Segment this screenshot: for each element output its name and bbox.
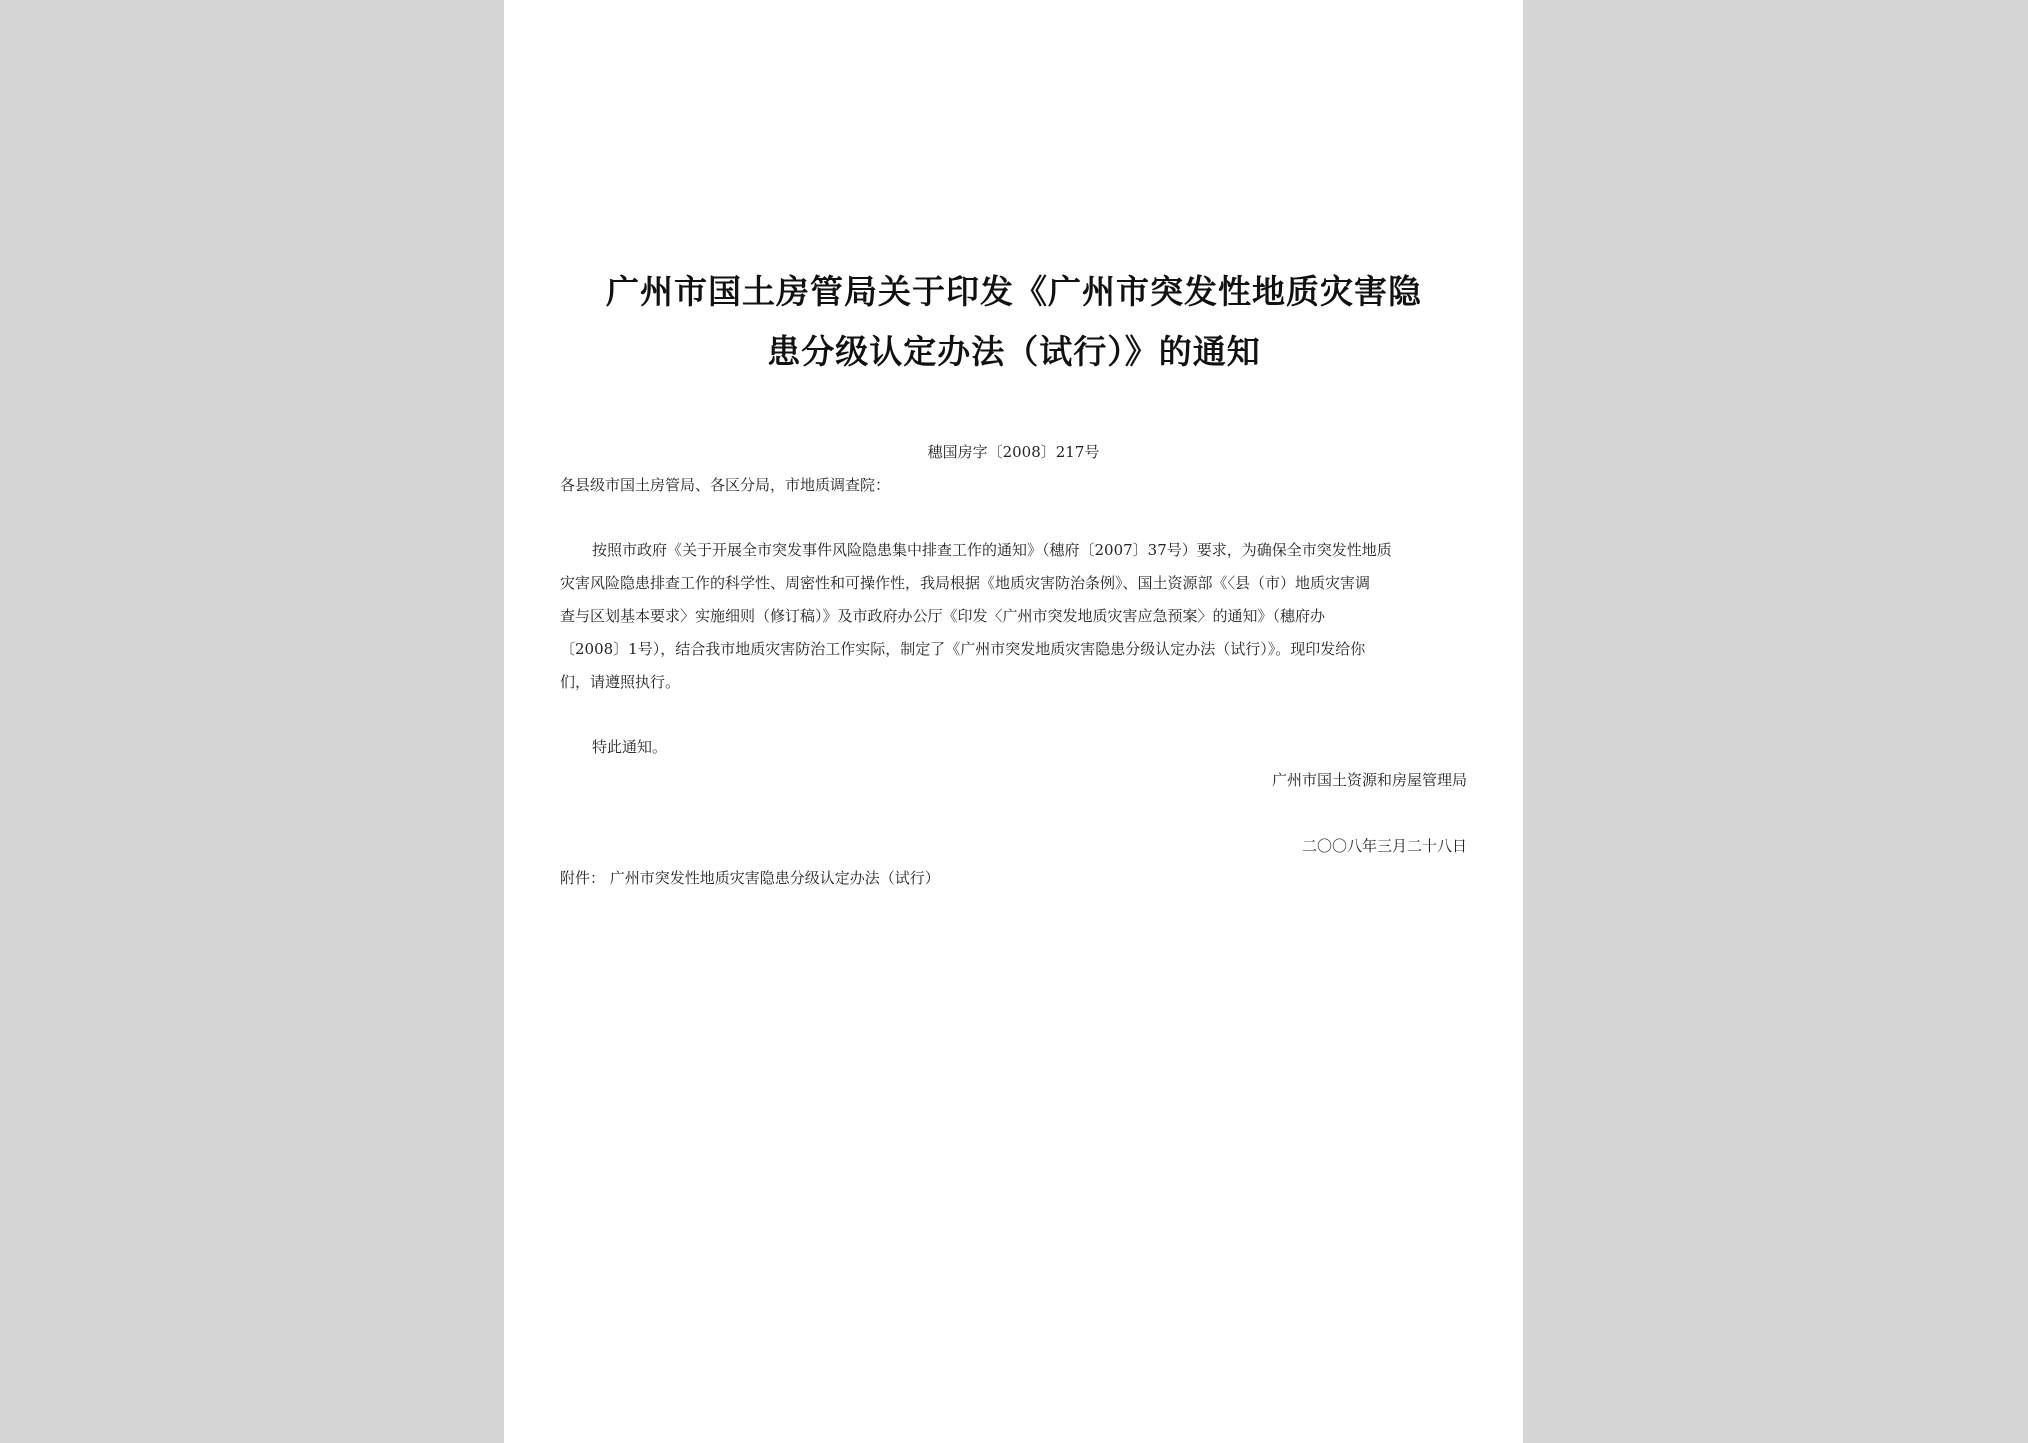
document-page — [504, 0, 1523, 1443]
issuer-name: 广州市国土资源和房屋管理局 — [1271, 771, 1467, 789]
body-line: 〔2008〕1号），结合我市地质灾害防治工作实际，制定了《广州市突发地质灾害隐患分级认定办法（试行）》。现印发给你 — [560, 640, 1366, 658]
document-title — [564, 262, 1464, 382]
attachment-line: 附件： 广州市突发性地质灾害隐患分级认定办法（试行） — [560, 869, 940, 887]
body-line: 们，请遵照执行。 — [560, 673, 681, 691]
title-line-2: 患分级认定办法（试行）》的通知 — [767, 332, 1261, 371]
special-notice: 特此通知。 — [592, 738, 668, 756]
issue-date: 二〇〇八年三月二十八日 — [1301, 837, 1467, 855]
recipient-line: 各县级市国土房管局、各区分局，市地质调查院： — [560, 476, 891, 494]
body-line: 灾害风险隐患排查工作的科学性、周密性和可操作性，我局根据《地质灾害防治条例》、国土资源部《〈县（市）地质灾害调 — [560, 574, 1371, 592]
body-line: 查与区划基本要求〉实施细则（修订稿）》及市政府办公厅《印发〈广州市突发地质灾害应急预案〉的通知》（穗府办 — [560, 607, 1326, 625]
title-line-1: 广州市国土房管局关于印发《广州市突发性地质灾害隐 — [606, 272, 1422, 311]
document-number: 穗国房字〔2008〕217号 — [927, 443, 1100, 461]
body-paragraph — [560, 534, 1468, 699]
body-line: 按照市政府《关于开展全市突发事件风险隐患集中排查工作的通知》（穗府〔2007〕37号）要求，为确保全市突发性地质 — [592, 541, 1392, 559]
